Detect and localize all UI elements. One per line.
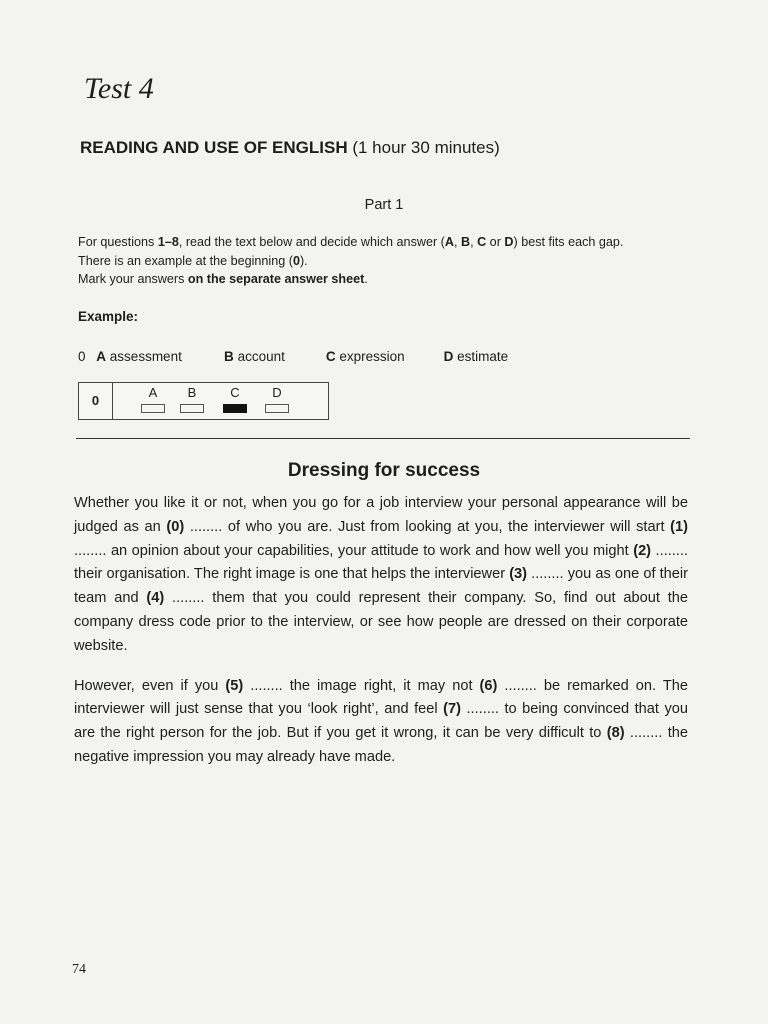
section-divider (76, 438, 690, 439)
bold-text: (3) (509, 566, 528, 583)
passage-title: Dressing for success (287, 460, 481, 481)
section-heading (80, 138, 500, 158)
bold-text: D (504, 235, 514, 249)
section-title: READING AND USE OF ENGLISH (80, 138, 348, 157)
bold-text: (2) (633, 542, 652, 559)
text-run: ........ of who you are. Just from looking at you, the interviewer will start (184, 518, 671, 535)
example-answer-box (78, 382, 329, 420)
bold-text: (1) (670, 518, 688, 535)
example-option (444, 349, 509, 364)
passage-paragraph (74, 492, 688, 659)
part-title: Part 1 (364, 197, 404, 213)
instruction-line (78, 233, 718, 252)
example-options (78, 349, 508, 364)
bold-text: (6) (479, 677, 498, 694)
instruction-line (78, 252, 718, 271)
answer-box-number: 0 (79, 383, 113, 419)
choice-letter: C (230, 385, 240, 400)
option-letter: C (325, 349, 336, 364)
text-run: For questions (78, 235, 158, 249)
bold-text: 1–8 (157, 235, 179, 249)
answer-choice-d (264, 386, 290, 413)
option-letter: A (96, 349, 107, 364)
example-option (96, 349, 220, 364)
text-run: ........ to being convinced that you are the right person for the job. But if you get it wrong, it can be very difficult to (74, 701, 688, 742)
bold-text: on the separate answer sheet (187, 272, 365, 286)
answer-bubble (141, 404, 165, 413)
text-run: ........ their organisation. The right image is one that helps the interviewer (74, 542, 688, 583)
text-run: ........ be remarked on. The interviewer will just sense that you ‘look right’, and feel (74, 677, 688, 718)
text-run: ). (299, 253, 308, 268)
option-text: account (237, 349, 285, 364)
example-number: 0 (78, 349, 86, 364)
answer-bubble (223, 404, 247, 413)
bold-text: C (477, 235, 487, 249)
option-text: estimate (457, 349, 509, 364)
text-run: . (364, 272, 368, 286)
passage-paragraph (74, 675, 688, 770)
answer-bubble (180, 404, 204, 413)
answer-choice-a (140, 386, 166, 413)
bold-text: (0) (166, 518, 185, 535)
bold-text: (8) (606, 725, 625, 742)
option-text: expression (339, 349, 405, 364)
text-run: ........ the negative impression you may already have made. (74, 725, 688, 765)
text-run: ........ an opinion about your capabilities, your attitude to work and how well you might (74, 542, 634, 559)
text-run: , (453, 235, 461, 249)
choice-letter: D (272, 385, 282, 400)
text-run: ........ the image right, it may not (243, 677, 480, 694)
option-letter: D (443, 349, 454, 364)
text-run: , read the text below and decide which answer ( (178, 235, 445, 249)
instruction-line (78, 270, 718, 289)
option-letter: B (224, 349, 234, 364)
text-run: ) best fits each gap. (513, 235, 624, 249)
bold-text: B (460, 235, 471, 249)
text-run: , (470, 235, 478, 249)
instructions (78, 233, 718, 289)
bold-text: 0 (292, 253, 300, 268)
choice-letter: A (148, 385, 158, 400)
text-run: However, even if you (74, 677, 226, 694)
text-run: ........ them that you could represent their company. So, find out about the company dress code prior to the interview, or see how people are dressed on their corporate website. (74, 590, 688, 654)
text-run: Mark your answers (78, 272, 188, 286)
bold-text: (4) (146, 590, 165, 607)
passage-text (74, 492, 688, 786)
page-number: 74 (72, 962, 86, 977)
bold-text: A (444, 235, 454, 249)
bold-text: (7) (443, 701, 461, 718)
answer-choice-b (179, 386, 205, 413)
choice-letter: B (187, 385, 197, 400)
bold-text: (5) (225, 677, 244, 694)
example-option (326, 349, 440, 364)
text-run: or (486, 235, 505, 249)
answer-choice-c (222, 386, 248, 413)
example-option (224, 349, 322, 364)
text-run: Whether you like it or not, when you go for a job interview your personal appearance will be judged as an (74, 495, 688, 535)
text-run: There is an example at the beginning ( (78, 253, 293, 268)
answer-bubble (265, 404, 289, 413)
text-run: ........ you as one of their team and (74, 566, 688, 607)
option-text: assessment (109, 349, 182, 364)
example-label: Example: (78, 309, 139, 324)
test-title: Test 4 (84, 72, 154, 105)
section-duration: (1 hour 30 minutes) (352, 138, 500, 157)
